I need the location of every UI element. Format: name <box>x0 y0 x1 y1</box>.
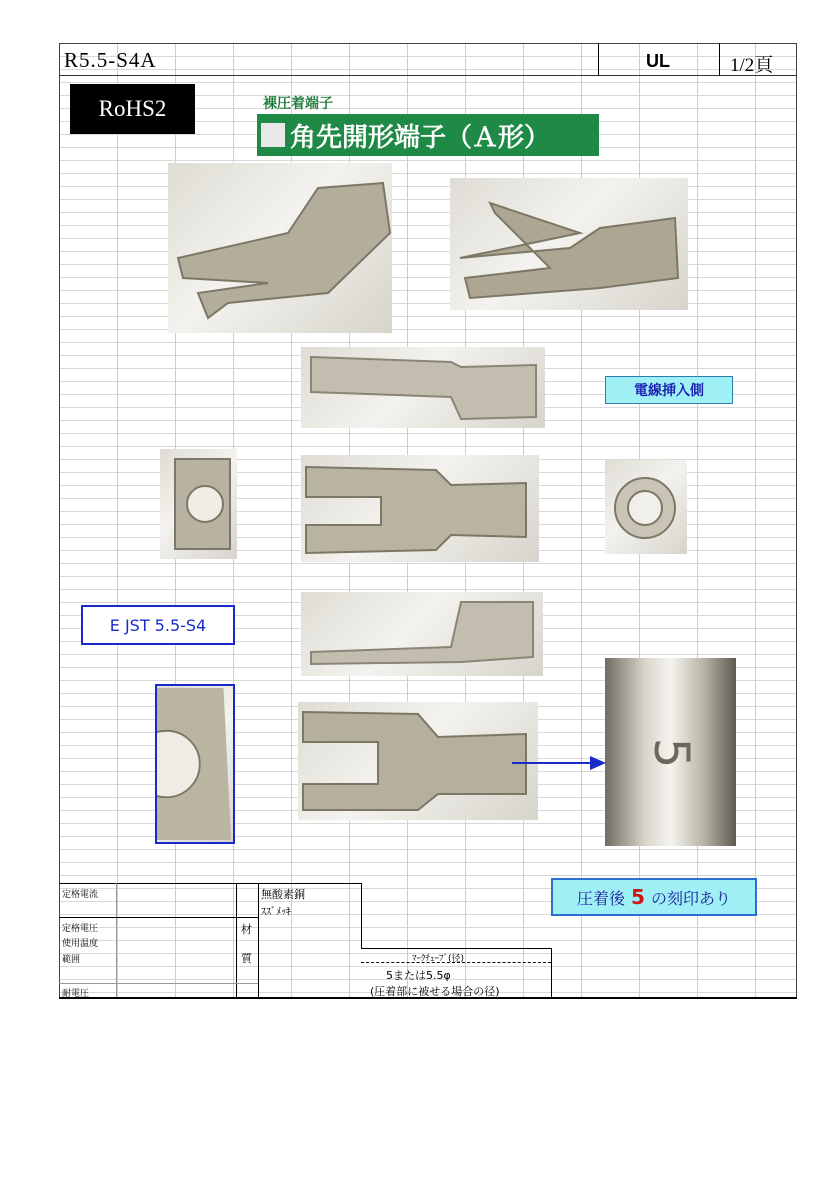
square-icon <box>261 123 285 147</box>
terminal-photo-side-2 <box>301 592 543 676</box>
product-title-text: 角先開形端子（Ａ形） <box>290 122 551 153</box>
header-divider <box>598 43 599 76</box>
crimp-note-number: 5 <box>631 885 645 909</box>
table-border <box>236 883 237 997</box>
temp-range-label-2: 範囲 <box>62 955 81 965</box>
table-border <box>59 883 361 884</box>
arrow-right-icon <box>512 754 607 772</box>
terminal-photo-angled-right <box>450 178 688 310</box>
terminal-photo-crimped <box>298 702 538 820</box>
header-divider <box>719 43 720 76</box>
svg-text:5: 5 <box>643 737 699 769</box>
terminal-photo-top <box>301 455 539 562</box>
marking-closeup-photo <box>155 684 235 844</box>
crimp-note-suffix: の刻印あり <box>650 888 731 908</box>
header-row <box>59 43 797 76</box>
terminal-photo-end-right <box>605 460 687 554</box>
standard-label: UL <box>646 51 670 71</box>
page-number: 1/2頁 <box>730 55 774 76</box>
terminal-photo-side <box>301 347 545 428</box>
material-value-2: ｽｽﾞﾒｯｷ <box>261 907 291 918</box>
table-border <box>361 948 551 949</box>
wire-insertion-note: 電線挿入側 <box>605 376 733 404</box>
table-border <box>59 983 258 984</box>
rated-current-label: 定格電流 <box>62 890 99 900</box>
category-label: 裸圧着端子 <box>263 96 333 112</box>
material-label-1: 材 <box>241 923 252 936</box>
rated-voltage-label: 定格電圧 <box>62 924 99 934</box>
part-code: R5.5-S4A <box>64 48 157 72</box>
table-border <box>361 883 362 948</box>
marking-text-note: E JST 5.5-S4 <box>81 605 235 645</box>
material-label-2: 質 <box>241 952 252 965</box>
material-value-1: 無酸素銅 <box>261 888 305 901</box>
tube-note: (圧着部に被せる場合の径) <box>370 985 500 998</box>
table-border <box>59 917 258 918</box>
product-title <box>257 114 599 156</box>
temp-range-label-1: 使用温度 <box>62 939 99 949</box>
table-border <box>258 883 259 997</box>
table-border <box>551 948 552 997</box>
crimp-note-prefix: 圧着後 <box>577 888 626 908</box>
terminal-photo-angled-left <box>168 163 392 333</box>
crimp-mark-closeup-photo <box>605 658 736 846</box>
table-border <box>116 883 117 997</box>
tube-label: ﾏｰｸﾁｭｰﾌﾞ(径) <box>412 954 465 964</box>
tube-value: 5または5.5φ <box>386 969 451 982</box>
crimp-marking-note <box>551 878 757 916</box>
withstand-voltage-label: 耐電圧 <box>62 989 90 999</box>
terminal-photo-end-left <box>160 449 237 559</box>
rohs-badge: RoHS2 <box>70 84 195 134</box>
